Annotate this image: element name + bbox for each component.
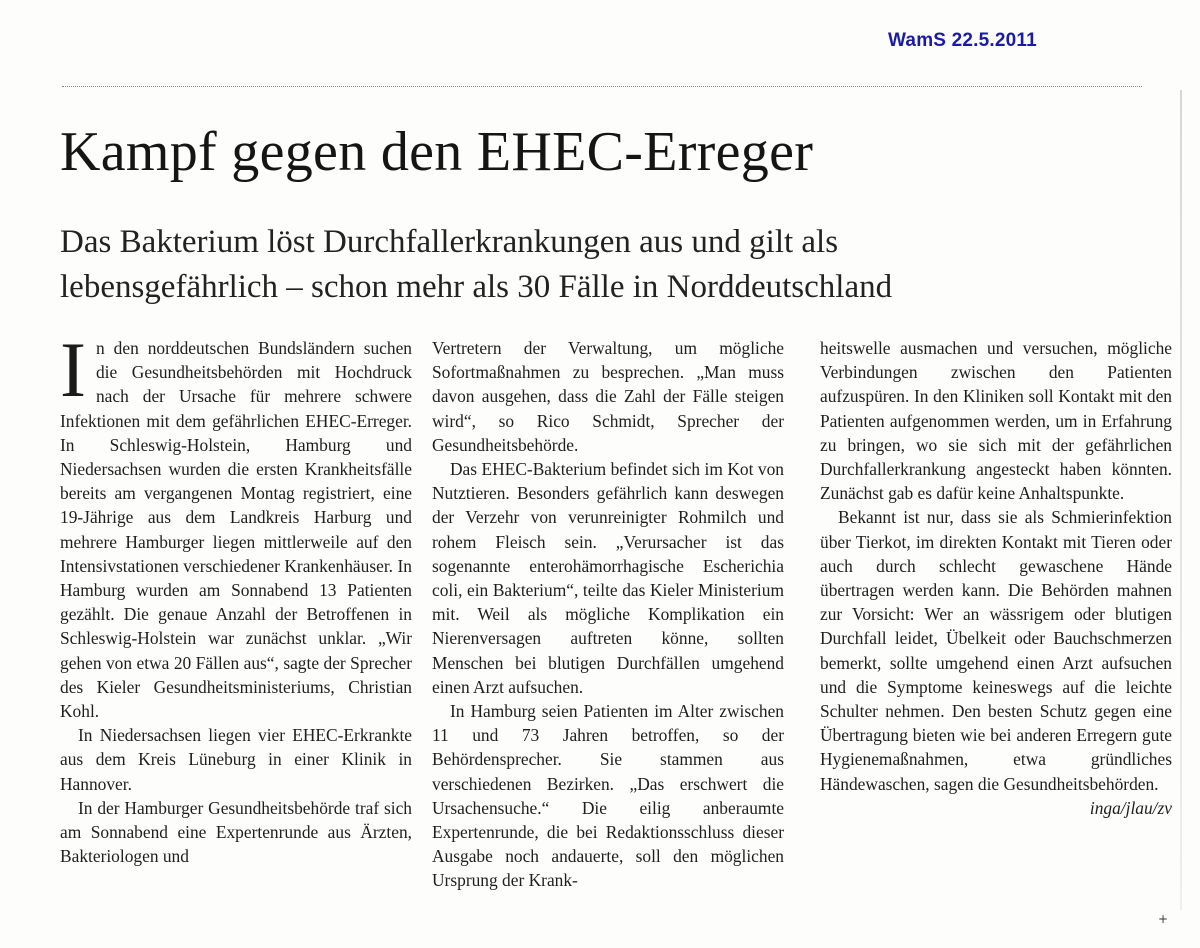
headline: Kampf gegen den EHEC-Erreger xyxy=(60,121,814,183)
corner-mark: + xyxy=(1158,912,1169,926)
article-paragraph: In Niedersachsen liegen vier EHEC-Erkrankte aus dem Kreis Lüneburg in einer Klinik in Hannover. xyxy=(60,725,412,794)
paragraph-text: n den norddeutschen Bundsländern suchen die Gesundheitsbehörden mit Hochdruck nach der Ursache für mehrere schwere Infektionen mit dem gefährlichen EHEC-Erreger. In Schleswig-Holstein, Hamburg und Niedersachsen wurden die ersten Krankheitsfälle bereits am vergangenen Montag registriert, eine 19-Jährige aus dem Landkreis Harburg und mehrere Hamburger liegen mittlerweile auf den Intensivstationen verschiedener Krankenhäuser. In Hamburg wurden am Sonnabend 13 Patienten gezählt. Die genaue Anzahl der Betroffenen in Schleswig-Holstein war zunächst unklar. „Wir gehen von etwa 20 Fällen aus“, sagte der Sprecher des Kieler Gesundheitsministeriums, Christian Kohl. xyxy=(60,338,412,722)
article-paragraph: heitswelle ausmachen und versuchen, mögliche Verbindungen zwischen den Patienten aufzuspüren. In den Kliniken soll Kontakt mit den Patienten aufgenommen werden, um in Erfahrung zu bringen, wo sie sich mit der gefährlichen Durchfallerkrankung angesteckt haben könnten. Zunächst gab es dafür keine Anhaltspunkte. xyxy=(820,338,1172,504)
article-paragraph xyxy=(60,326,412,723)
top-divider xyxy=(62,86,1142,87)
drop-cap: I xyxy=(60,326,86,413)
article-column-2 xyxy=(432,336,784,893)
author-byline: inga/jlau/zv xyxy=(1089,797,1172,818)
source-stamp: WamS 22.5.2011 xyxy=(888,30,1037,51)
article-paragraph: Das EHEC-Bakterium befindet sich im Kot von Nutztieren. Besonders gefährlich kann deswegen der Verzehr von verunreinigter Rohmilch und rohem Fleisch sein. „Verursacher ist das sogenannte enterohämorrhagische Escherichia coli, ein Bakterium“, teilte das Kieler Ministerium mit. Weil als mögliche Komplikation ein Nierenversagen auftreten könne, sollten Menschen bei blutigen Durchfällen umgehend einen Arzt aufsuchen. xyxy=(432,459,784,697)
article-paragraph xyxy=(820,505,1172,818)
article-paragraph: In der Hamburger Gesundheitsbehörde traf sich am Sonnabend eine Expertenrunde aus Ärzten, Bakteriologen und xyxy=(60,797,412,867)
article-column-1 xyxy=(60,326,412,868)
subheadline: Das Bakterium löst Durchfallerkrankungen aus und gilt als lebensgefährlich – schon mehr als 30 Fälle in Norddeutschland xyxy=(60,224,893,305)
page-edge-shadow xyxy=(1180,90,1182,910)
article-paragraph: In Hamburg seien Patienten im Alter zwischen 11 und 73 Jahren betroffen, so der Behördensprecher. Sie stammen aus verschiedenen Bezirken. „Das erschwert die Ursachensuche.“ Die eilig anberaumte Expertenrunde, die bei Redaktionsschluss dieser Ausgabe noch andauerte, soll den möglichen Ursprung der Krank- xyxy=(432,701,784,891)
article-paragraph: Vertretern der Verwaltung, um mögliche Sofortmaßnahmen zu besprechen. „Man muss davon ausgehen, dass die Zahl der Fälle steigen wird“, so Rico Schmidt, Sprecher der Gesundheitsbehörde. xyxy=(432,338,784,455)
paragraph-text: Bekannt ist nur, dass sie als Schmierinfektion über Tierkot, im direkten Kontakt mit Tieren oder auch durch schlecht gewaschene Hände übertragen werden kann. Die Behörden mahnen zur Vorsicht: Wer an wässrigem oder blutigen Durchfall leidet, Übelkeit oder Bauchschmerzen bemerkt, sollte umgehend einen Arzt aufsuchen und die Symptome keineswegs auf die leichte Schulter nehmen. Den besten Schutz gegen eine Übertragung bieten wie bei anderen Erregern gute Hygienemaßnahmen, etwa gründliches Händewaschen, sagen die Gesundheitsbehörden. xyxy=(820,507,1172,794)
article-column-3 xyxy=(820,336,1172,820)
